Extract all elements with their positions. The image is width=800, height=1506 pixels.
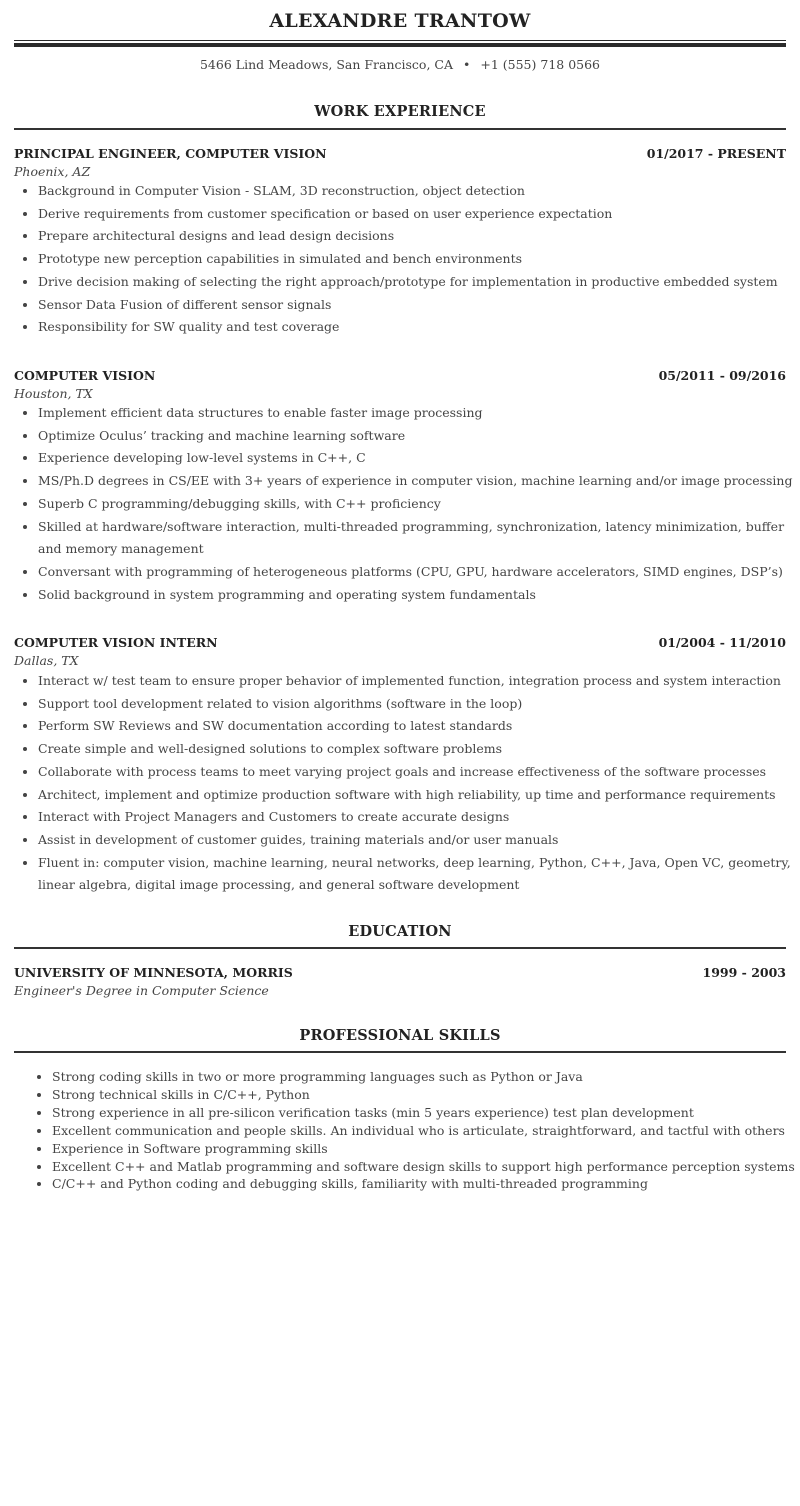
- section-title-skills: PROFESSIONAL SKILLS: [299, 1027, 501, 1044]
- list-item: • Interact with Project Managers and Customers to create accurate designs: [38, 806, 798, 829]
- list-item: • Fluent in: computer vision, machine learning, neural networks, deep learning, Python, C++, Java, Open VC, geometry, linear algebra, digital image processing, and general software development: [38, 852, 798, 897]
- list-item: • Create simple and well-designed solutions to complex software problems: [38, 738, 798, 761]
- job-title: COMPUTER VISION: [14, 368, 156, 383]
- section-divider-education: [14, 947, 786, 949]
- job-title: PRINCIPAL ENGINEER, COMPUTER VISION: [14, 146, 327, 161]
- list-item: • Strong technical skills in C/C++, Python: [52, 1086, 800, 1104]
- job-dates: 05/2011 - 09/2016: [658, 368, 786, 383]
- list-item: • Strong experience in all pre-silicon verification tasks (min 5 years experience) test plan development: [52, 1104, 800, 1122]
- job-title: COMPUTER VISION INTERN: [14, 635, 218, 650]
- section-title-work-experience: WORK EXPERIENCE: [314, 103, 486, 120]
- list-item: • MS/Ph.D degrees in CS/EE with 3+ years of experience in computer vision, machine learning and/or image processing: [38, 470, 798, 493]
- list-item: • C/C++ and Python coding and debugging skills, familiarity with multi-threaded programming: [52, 1175, 800, 1193]
- list-item: • Strong coding skills in two or more programming languages such as Python or Java: [52, 1068, 800, 1086]
- list-item: • Solid background in system programming and operating system fundamentals: [38, 584, 798, 607]
- job-dates: 01/2017 - PRESENT: [646, 146, 786, 161]
- list-item: • Derive requirements from customer specification or based on user experience expectation: [38, 203, 798, 226]
- list-item: • Optimize Oculus’ tracking and machine learning software: [38, 425, 798, 448]
- list-item: • Architect, implement and optimize production software with high reliability, up time and performance requirements: [38, 784, 798, 807]
- job-location: Dallas, TX: [14, 653, 79, 668]
- job-location: Houston, TX: [14, 386, 93, 401]
- list-item: • Support tool development related to vision algorithms (software in the loop): [38, 693, 798, 716]
- job-dates: 01/2004 - 11/2010: [658, 635, 786, 650]
- list-item: • Excellent C++ and Matlab programming and software design skills to support high performance perception systems: [52, 1158, 800, 1176]
- list-item: • Perform SW Reviews and SW documentation according to latest standards: [38, 715, 798, 738]
- education-dates: 1999 - 2003: [702, 965, 786, 980]
- contact-address: 5466 Lind Meadows, San Francisco, CA: [199, 57, 453, 72]
- list-item: • Collaborate with process teams to meet varying project goals and increase effectiveness of the software processes: [38, 761, 798, 784]
- list-item: • Background in Computer Vision - SLAM, 3D reconstruction, object detection: [38, 180, 798, 203]
- list-item: • Experience developing low-level systems in C++, C: [38, 447, 798, 470]
- list-item: • Responsibility for SW quality and test coverage: [38, 316, 798, 339]
- job-bullets: [14, 670, 798, 897]
- header-divider-thick: [14, 43, 786, 47]
- list-item: • Experience in Software programming skills: [52, 1140, 800, 1158]
- list-item: • Prepare architectural designs and lead design decisions: [38, 225, 798, 248]
- job-bullets: [14, 180, 798, 339]
- list-item: • Skilled at hardware/software interaction, multi-threaded programming, synchronization, latency minimization, buffer and memory management: [38, 516, 798, 561]
- list-item: • Sensor Data Fusion of different sensor signals: [38, 294, 798, 317]
- list-item: • Conversant with programming of heterogeneous platforms (CPU, GPU, hardware accelerators, SIMD engines, DSP’s): [38, 561, 798, 584]
- degree: Engineer's Degree in Computer Science: [14, 983, 269, 998]
- list-item: • Interact w/ test team to ensure proper behavior of implemented function, integration process and system interaction: [38, 670, 798, 693]
- header-divider-thin: [14, 40, 786, 41]
- list-item: • Superb C programming/debugging skills, with C++ proficiency: [38, 493, 798, 516]
- section-divider-work: [14, 128, 786, 130]
- section-divider-skills: [14, 1051, 786, 1053]
- job-bullets: [14, 402, 798, 606]
- list-item: • Excellent communication and people skills. An individual who is articulate, straightforward, and tactful with others: [52, 1122, 800, 1140]
- section-title-education: EDUCATION: [348, 923, 452, 940]
- list-item: • Assist in development of customer guides, training materials and/or user manuals: [38, 829, 798, 852]
- list-item: • Prototype new perception capabilities in simulated and bench environments: [38, 248, 798, 271]
- school-name: UNIVERSITY OF MINNESOTA, MORRIS: [14, 965, 293, 980]
- list-item: • Implement efficient data structures to enable faster image processing: [38, 402, 798, 425]
- contact-line: [0, 57, 800, 72]
- list-item: • Drive decision making of selecting the right approach/prototype for implementation in productive embedded system: [38, 271, 798, 294]
- skills-list: [28, 1068, 800, 1193]
- candidate-name: ALEXANDRE TRANTOW: [269, 10, 531, 32]
- contact-phone: +1 (555) 718 0566: [480, 57, 601, 72]
- contact-separator: •: [463, 57, 471, 72]
- job-location: Phoenix, AZ: [14, 164, 91, 179]
